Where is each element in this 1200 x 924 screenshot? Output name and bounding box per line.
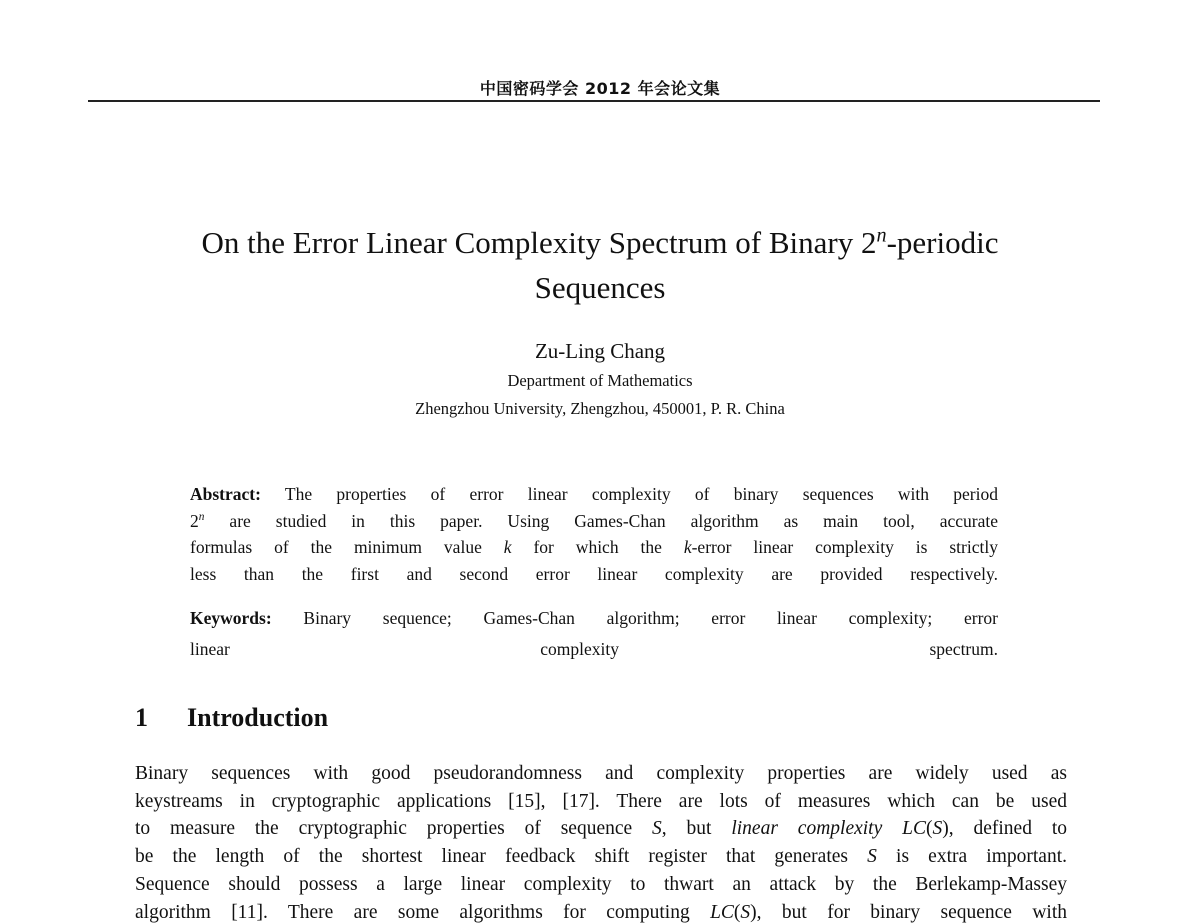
text-span: The properties of error linear complexity of binary sequences with period <box>260 484 998 504</box>
text-span: , but <box>661 818 732 840</box>
body-line <box>135 791 1067 813</box>
abstract-line <box>190 537 998 558</box>
body-line <box>135 763 1067 785</box>
text-span: Binary sequences with good pseudorandomness and complexity properties are widely used as <box>135 763 1067 784</box>
section-title: Introduction <box>187 703 329 732</box>
text-span: less than the first and second error linear complexity are provided respectively. <box>190 563 998 584</box>
text-span: are studied in this paper. Using Games-Chan algorithm as main tool, accurate <box>204 510 998 531</box>
text-span: LC <box>710 901 734 923</box>
abstract-line <box>190 564 998 585</box>
text-span: ( <box>733 901 741 923</box>
abstract-line <box>190 511 998 532</box>
author-name: Zu-Ling Chang <box>534 339 666 363</box>
text-span: algorithm [11]. There are some algorithms for computing <box>135 901 711 923</box>
text-span: formulas of the minimum value <box>190 537 504 557</box>
paper-title <box>100 220 1100 310</box>
text-span: S <box>867 846 877 868</box>
text-span: ), but for binary sequence with <box>750 901 1067 923</box>
text-span: be the length of the shortest linear feedback shift register that generates <box>135 846 868 868</box>
affiliation-department: Department of Mathematics <box>507 371 693 390</box>
text-span: linear complexity spectrum. <box>190 639 998 659</box>
title-line1-end: -periodic <box>886 225 999 260</box>
body-line <box>135 818 1067 840</box>
text-span: S <box>652 818 662 840</box>
text-span: Binary sequence; Games-Chan algorithm; error linear complexity; error <box>271 608 998 628</box>
section-number: 1 <box>135 703 148 732</box>
text-span: Sequence should possess a large linear complexity to thwart an attack by the Berlekamp-Massey <box>135 873 1067 895</box>
text-span: to measure the cryptographic properties of sequence <box>135 818 653 840</box>
text-span: Abstract: <box>190 484 261 504</box>
text-span: k <box>503 537 512 557</box>
text-span: keystreams in cryptographic applications [15], [17]. There are lots of measures which can be used <box>135 790 1067 812</box>
text-span: n <box>198 510 205 523</box>
body-line <box>135 874 1067 896</box>
title-line2: Sequences <box>534 270 666 305</box>
keywords-line <box>190 639 998 660</box>
text-span: S <box>740 901 751 923</box>
text-span: S <box>932 818 943 840</box>
text-span: 2 <box>190 510 199 531</box>
abstract-line <box>190 484 998 505</box>
body-line <box>135 902 1067 924</box>
header-rule <box>88 100 1100 102</box>
running-head: 中国密码学会 2012 年会论文集 <box>479 79 721 98</box>
text-span: for which the <box>511 537 684 557</box>
title-superscript: n <box>876 224 887 247</box>
body-line <box>135 846 1067 868</box>
text-span: ( <box>925 818 933 840</box>
text-span: ), defined to <box>942 818 1067 840</box>
title-line1: On the Error Linear Complexity Spectrum of Binary 2 <box>201 225 877 260</box>
text-span: Keywords: <box>190 608 272 628</box>
text-span: k <box>683 537 692 557</box>
text-span: is extra important. <box>876 846 1067 868</box>
text-span: -error linear complexity is strictly <box>691 537 998 557</box>
section-heading <box>135 703 328 733</box>
text-span: linear complexity LC <box>731 818 926 840</box>
affiliation-university: Zhengzhou University, Zhengzhou, 450001, P. R. China <box>415 399 785 418</box>
keywords-line <box>190 608 998 629</box>
